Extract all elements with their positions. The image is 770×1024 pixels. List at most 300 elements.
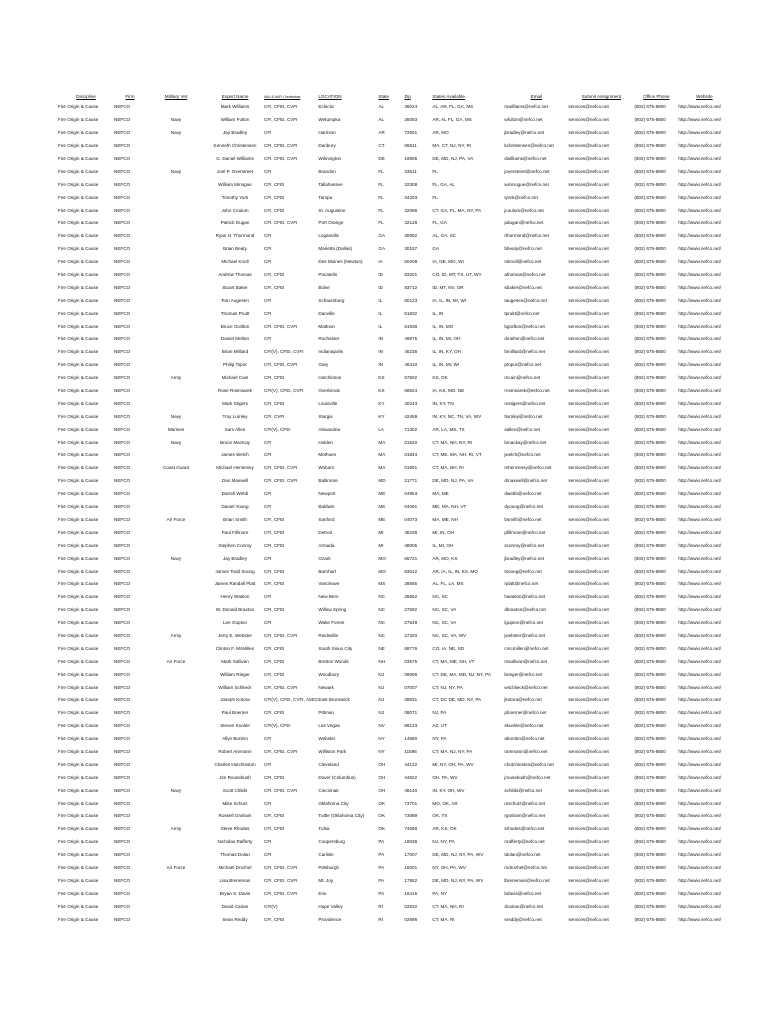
email-cell[interactable]: dcarian@nefco.net bbox=[504, 903, 544, 909]
expert-name-cell: Bryan S. Davis bbox=[219, 890, 251, 896]
states-available-cell: MA, ME, NH bbox=[432, 516, 458, 522]
website-cell[interactable]: http://www.nefco.net/ bbox=[678, 684, 722, 690]
submit-assignment-cell[interactable]: services@nefco.net bbox=[568, 400, 609, 406]
website-cell[interactable]: http://www.nefco.net/ bbox=[678, 156, 722, 161]
credentials-cell: CFI, CFEI bbox=[264, 194, 285, 200]
email-cell[interactable]: bmackay@nefco.net bbox=[504, 439, 547, 445]
location-cell: Cincinnati bbox=[318, 787, 339, 793]
military-vet-cell: Navy bbox=[170, 413, 182, 419]
email-cell[interactable]: jkotora@nefco.net bbox=[504, 697, 542, 703]
states-available-cell: MI, IN, OH bbox=[432, 529, 455, 535]
email-cell[interactable]: bsmith@nefco.net bbox=[504, 516, 542, 522]
website-cell[interactable]: http://www.nefco.net/ bbox=[678, 529, 722, 535]
website-cell[interactable]: http://www.nefco.net/ bbox=[678, 594, 722, 600]
email-cell[interactable]: mknoll@nefco.net bbox=[504, 259, 542, 265]
submit-assignment-cell[interactable]: services@nefco.net bbox=[568, 194, 609, 200]
credentials-cell: CFI, CFEI bbox=[264, 284, 285, 290]
office-phone-cell: (802) 675-8800 bbox=[634, 181, 666, 187]
zip-cell: 65721 bbox=[404, 555, 418, 561]
location-cell: Coopersburg bbox=[318, 839, 345, 845]
table-row bbox=[58, 887, 730, 900]
credentials-cell: CFI bbox=[264, 736, 272, 742]
email-cell[interactable]: tlumley@nefco.net bbox=[504, 413, 543, 419]
military-vet-cell bbox=[146, 617, 206, 630]
zip-cell: 30052 bbox=[404, 233, 418, 239]
website-cell[interactable]: http://www.nefco.net/ bbox=[678, 452, 722, 458]
military-vet-cell: Air Force bbox=[166, 516, 186, 522]
states-available-cell: IA, KS, MO, NE bbox=[432, 388, 465, 394]
email-cell[interactable]: jbradley@nefco.net bbox=[504, 130, 545, 136]
office-phone-cell: (802) 675-8800 bbox=[634, 916, 666, 922]
website-cell[interactable]: http://www.nefco.net/ bbox=[678, 413, 722, 419]
state-cell: AL bbox=[378, 117, 384, 123]
website-cell[interactable]: http://www.nefco.net/ bbox=[678, 400, 722, 406]
states-available-cell: CT, DC DE, MD, NY, PA bbox=[432, 697, 482, 703]
email-cell[interactable]: mcain@nefco.net bbox=[504, 375, 541, 381]
submit-assignment-cell[interactable]: services@nefco.net bbox=[568, 916, 609, 922]
submit-assignment-cell[interactable]: services@nefco.net bbox=[568, 439, 609, 445]
credentials-cell: CFI, CFEI bbox=[264, 400, 285, 406]
submit-assignment-cell[interactable]: services@nefco.net bbox=[568, 877, 609, 883]
credentials-cell: CFI, CFEI, CVFI bbox=[264, 143, 298, 149]
submit-assignment-cell[interactable]: services@nefco.net bbox=[568, 220, 609, 226]
website-cell[interactable]: http://www.nefco.net/ bbox=[678, 916, 722, 922]
zip-cell: 33511 bbox=[404, 168, 417, 174]
email-cell[interactable]: schilds@nefco.net bbox=[504, 787, 542, 793]
table-row bbox=[58, 101, 730, 114]
website-cell[interactable]: http://www.nefco.net/ bbox=[678, 516, 722, 522]
website-cell[interactable]: http://www.nefco.net/ bbox=[678, 581, 722, 587]
states-available-cell: CT, MA, NJ, NY, PA bbox=[432, 748, 473, 754]
location-cell: New Bern bbox=[318, 594, 339, 600]
email-cell[interactable]: ptopor@nefco.net bbox=[504, 362, 541, 368]
website-cell[interactable]: http://www.nefco.net/ bbox=[678, 284, 722, 290]
header-submit-assignment: Submit Assignment bbox=[581, 93, 622, 99]
email-cell[interactable]: bgrafton@nefco.net bbox=[504, 323, 545, 329]
zip-cell: 32086 bbox=[404, 207, 418, 213]
submit-assignment-cell[interactable]: services@nefco.net bbox=[568, 465, 609, 471]
location-cell: Barnhart bbox=[318, 568, 336, 574]
military-vet-cell bbox=[146, 797, 206, 810]
website-cell[interactable]: http://www.nefco.net/ bbox=[678, 272, 722, 278]
state-cell: PA bbox=[378, 864, 385, 870]
zip-cell: 18036 bbox=[404, 839, 418, 845]
discipline-cell: Fire Origin & Cause bbox=[58, 529, 99, 535]
submit-assignment-cell[interactable]: services@nefco.net bbox=[568, 736, 609, 742]
email-cell[interactable]: abonitro@nefco.net bbox=[504, 736, 545, 742]
website-cell[interactable]: http://www.nefco.net/ bbox=[678, 439, 722, 445]
submit-assignment-cell[interactable]: services@nefco.net bbox=[568, 645, 609, 651]
website-cell[interactable]: http://www.nefco.net/ bbox=[678, 671, 722, 677]
submit-assignment-cell[interactable]: services@nefco.net bbox=[568, 233, 609, 239]
submit-assignment-cell[interactable]: services@nefco.net bbox=[568, 542, 609, 548]
table-row bbox=[58, 539, 730, 552]
credentials-cell: CFI, CFEI bbox=[264, 542, 285, 548]
email-cell[interactable]: dmelton@nefco.net bbox=[504, 336, 545, 342]
discipline-cell: Fire Origin & Cause bbox=[58, 117, 99, 123]
credentials-cell: CFI, CFEI bbox=[264, 207, 285, 213]
office-phone-cell: (802) 675-8800 bbox=[634, 658, 666, 664]
zip-cell: 50208 bbox=[404, 259, 418, 265]
state-cell: NC bbox=[378, 594, 386, 600]
military-vet-cell bbox=[146, 668, 206, 681]
table-row bbox=[58, 462, 730, 475]
email-cell[interactable]: tyork@nefco.net bbox=[504, 194, 538, 200]
header-states-available: States Available bbox=[432, 93, 465, 99]
credentials-cell: CFI bbox=[264, 130, 272, 136]
submit-assignment-cell[interactable]: services@nefco.net bbox=[568, 297, 609, 303]
submit-assignment-cell[interactable]: services@nefco.net bbox=[568, 903, 609, 909]
email-cell[interactable]: bmilliard@nefco.net bbox=[504, 349, 546, 355]
submit-assignment-cell[interactable]: services@nefco.net bbox=[568, 568, 609, 574]
military-vet-cell bbox=[146, 707, 206, 720]
submit-assignment-cell[interactable]: services@nefco.net bbox=[568, 684, 609, 690]
email-cell[interactable]: bdavis@nefco.net bbox=[504, 890, 542, 896]
state-cell: MS bbox=[378, 581, 386, 587]
website-cell[interactable]: http://www.nefco.net/ bbox=[678, 297, 722, 303]
email-cell[interactable]: brieger@nefco.net bbox=[504, 671, 543, 677]
discipline-cell: Fire Origin & Cause bbox=[58, 194, 99, 200]
submit-assignment-cell[interactable]: services@nefco.net bbox=[568, 671, 609, 677]
website-cell[interactable]: http://www.nefco.net/ bbox=[678, 349, 722, 355]
email-cell[interactable]: tpruitt@nefco.net bbox=[504, 310, 540, 316]
expert-name-cell: Philip Topor bbox=[223, 362, 247, 368]
website-cell[interactable]: http://www.nefco.net/ bbox=[678, 774, 722, 780]
email-cell[interactable]: jrousebush@nefco.net bbox=[504, 774, 551, 780]
state-cell: FL bbox=[378, 220, 384, 226]
state-cell: ID bbox=[378, 272, 383, 278]
email-cell[interactable]: chutchinston@nefco.net bbox=[504, 761, 554, 767]
website-cell[interactable]: http://www.nefco.net/ bbox=[678, 117, 722, 123]
email-cell[interactable]: mschutz@nefco.net bbox=[504, 800, 546, 806]
submit-assignment-cell[interactable]: services@nefco.net bbox=[568, 826, 609, 832]
submit-assignment-cell[interactable]: services@nefco.net bbox=[568, 620, 609, 626]
submit-assignment-cell[interactable]: services@nefco.net bbox=[568, 375, 609, 381]
email-cell[interactable]: jbradley@nefco.net bbox=[504, 555, 545, 561]
website-cell[interactable]: http://www.nefco.net/ bbox=[678, 233, 722, 239]
email-cell[interactable]: msullivan@nefco.net bbox=[504, 658, 548, 664]
credentials-cell: CFI, CVFI bbox=[264, 413, 285, 419]
states-available-cell: FL, GA bbox=[432, 220, 447, 226]
email-cell[interactable]: nrafferty@nefco.net bbox=[504, 839, 545, 845]
email-cell[interactable]: hwatson@nefco.net bbox=[504, 594, 546, 600]
email-cell[interactable]: sreddy@nefco.net bbox=[504, 916, 542, 922]
email-cell[interactable]: sconroy@nefco.net bbox=[504, 542, 545, 548]
website-cell[interactable]: http://www.nefco.net/ bbox=[678, 130, 722, 136]
submit-assignment-cell[interactable]: services@nefco.net bbox=[568, 130, 609, 136]
website-cell[interactable]: http://www.nefco.net/ bbox=[678, 181, 722, 187]
states-available-cell: MA, ME bbox=[432, 491, 449, 497]
submit-assignment-cell[interactable]: services@nefco.net bbox=[568, 723, 609, 729]
website-cell[interactable]: http://www.nefco.net/ bbox=[678, 903, 722, 909]
email-cell[interactable]: jwebster@nefco.net bbox=[504, 632, 546, 638]
expert-name-cell: Jay Bradley bbox=[222, 130, 247, 136]
website-cell[interactable]: http://www.nefco.net/ bbox=[678, 877, 722, 883]
email-cell[interactable]: pdugan@nefco.net bbox=[504, 220, 544, 226]
header-office-phone: Office Phone bbox=[643, 93, 670, 99]
email-cell[interactable]: wminogue@nefco.net bbox=[504, 181, 549, 187]
submit-assignment-cell[interactable]: services@nefco.net bbox=[568, 658, 609, 664]
table-row bbox=[58, 797, 730, 810]
email-cell[interactable]: taugesen@nefco.net bbox=[504, 297, 547, 303]
state-cell: FL bbox=[378, 207, 384, 213]
email-cell[interactable]: jwelch@nefco.net bbox=[504, 452, 541, 458]
discipline-cell: Fire Origin & Cause bbox=[58, 890, 99, 896]
email-cell[interactable]: rthurmond@nefco.net bbox=[504, 233, 549, 239]
military-vet-cell bbox=[146, 204, 206, 217]
website-cell[interactable]: http://www.nefco.net/ bbox=[678, 555, 722, 561]
website-cell[interactable]: http://www.nefco.net/ bbox=[678, 826, 722, 832]
submit-assignment-cell[interactable]: services@nefco.net bbox=[568, 272, 609, 278]
submit-assignment-cell[interactable]: services@nefco.net bbox=[568, 761, 609, 767]
email-cell[interactable]: mhennessy@nefco.net bbox=[504, 465, 552, 471]
website-cell[interactable]: http://www.nefco.net/ bbox=[678, 632, 722, 638]
website-cell[interactable]: http://www.nefco.net/ bbox=[678, 478, 722, 484]
expert-name-cell: Dan Maxwell bbox=[221, 478, 249, 484]
submit-assignment-cell[interactable]: services@nefco.net bbox=[568, 697, 609, 703]
zip-cell: 21771 bbox=[404, 478, 418, 484]
credentials-cell: CFI bbox=[264, 168, 272, 174]
submit-assignment-cell[interactable]: services@nefco.net bbox=[568, 246, 609, 252]
submit-assignment-cell[interactable]: services@nefco.net bbox=[568, 336, 609, 342]
website-cell[interactable]: http://www.nefco.net/ bbox=[678, 813, 722, 819]
submit-assignment-cell[interactable]: services@nefco.net bbox=[568, 426, 609, 432]
submit-assignment-cell[interactable]: services@nefco.net bbox=[568, 413, 609, 419]
email-cell[interactable]: jcoulum@nefco.net bbox=[504, 207, 544, 213]
states-available-cell: AR, LA, MS, TX bbox=[432, 426, 465, 432]
submit-assignment-cell[interactable]: services@nefco.net bbox=[568, 362, 609, 368]
header-zip: Zip bbox=[404, 93, 411, 99]
website-cell[interactable]: http://www.nefco.net/ bbox=[678, 542, 722, 548]
table-row bbox=[58, 410, 730, 423]
office-phone-cell: (802) 675-8800 bbox=[634, 284, 666, 290]
email-cell[interactable]: dbraxton@nefco.net bbox=[504, 607, 546, 613]
website-cell[interactable]: http://www.nefco.net/ bbox=[678, 426, 722, 432]
email-cell[interactable]: athomas@nefco.net bbox=[504, 272, 546, 278]
website-cell[interactable]: http://www.nefco.net/ bbox=[678, 207, 722, 213]
website-cell[interactable]: http://www.nefco.net/ bbox=[678, 168, 722, 174]
website-cell[interactable]: http://www.nefco.net/ bbox=[678, 504, 722, 510]
email-cell[interactable]: rammann@nefco.net bbox=[504, 748, 548, 754]
discipline-cell: Fire Origin & Cause bbox=[58, 903, 99, 909]
website-cell[interactable]: http://www.nefco.net/ bbox=[678, 864, 722, 870]
submit-assignment-cell[interactable]: services@nefco.net bbox=[568, 207, 609, 213]
submit-assignment-cell[interactable]: services@nefco.net bbox=[568, 555, 609, 561]
expert-name-cell: David Carian bbox=[221, 903, 249, 909]
credentials-cell: CFI, CFEI, CVFI bbox=[264, 465, 298, 471]
submit-assignment-cell[interactable]: services@nefco.net bbox=[568, 504, 609, 510]
email-cell[interactable]: rgraham@nefco.net bbox=[504, 813, 546, 819]
submit-assignment-cell[interactable]: services@nefco.net bbox=[568, 800, 609, 806]
website-cell[interactable]: http://www.nefco.net/ bbox=[678, 465, 722, 471]
submit-assignment-cell[interactable]: services@nefco.net bbox=[568, 452, 609, 458]
submit-assignment-cell[interactable]: services@nefco.net bbox=[568, 478, 609, 484]
website-cell[interactable]: http://www.nefco.net/ bbox=[678, 362, 722, 368]
submit-assignment-cell[interactable]: services@nefco.net bbox=[568, 594, 609, 600]
submit-assignment-cell[interactable]: services@nefco.net bbox=[568, 748, 609, 754]
state-cell: AR bbox=[378, 130, 385, 136]
email-cell[interactable]: sallen@nefco.net bbox=[504, 426, 540, 432]
zip-cell: 73089 bbox=[404, 813, 418, 819]
email-cell[interactable]: dyoung@nefco.net bbox=[504, 504, 544, 510]
email-cell[interactable]: cmcmillen@nefco.net bbox=[504, 645, 549, 651]
website-cell[interactable]: http://www.nefco.net/ bbox=[678, 194, 722, 200]
email-cell[interactable]: lgupton@nefco.net bbox=[504, 620, 544, 626]
location-cell: Tulsa bbox=[318, 826, 330, 832]
location-cell: Dover (Columbus) bbox=[318, 774, 356, 780]
website-cell[interactable]: http://www.nefco.net/ bbox=[678, 800, 722, 806]
state-cell: NJ bbox=[378, 697, 384, 703]
website-cell[interactable]: http://www.nefco.net/ bbox=[678, 852, 722, 858]
states-available-cell: NJ, PA bbox=[432, 710, 447, 716]
website-cell[interactable]: http://www.nefco.net/ bbox=[678, 336, 722, 342]
state-cell: GA bbox=[378, 233, 386, 239]
military-vet-cell: Army bbox=[170, 375, 182, 381]
website-cell[interactable]: http://www.nefco.net/ bbox=[678, 890, 722, 896]
discipline-cell: Fire Origin & Cause bbox=[58, 787, 99, 793]
submit-assignment-cell[interactable]: services@nefco.net bbox=[568, 323, 609, 329]
credentials-cell: CFI, CFEI bbox=[264, 916, 285, 922]
office-phone-cell: (802) 675-8800 bbox=[634, 104, 666, 110]
location-cell: Pocatello bbox=[318, 272, 338, 278]
email-cell[interactable]: tsoong@nefco.net bbox=[504, 568, 542, 574]
website-cell[interactable]: http://www.nefco.net/ bbox=[678, 259, 722, 265]
website-cell[interactable]: http://www.nefco.net/ bbox=[678, 761, 722, 767]
submit-assignment-cell[interactable]: services@nefco.net bbox=[568, 632, 609, 638]
submit-assignment-cell[interactable]: services@nefco.net bbox=[568, 310, 609, 316]
office-phone-cell: (802) 675-8800 bbox=[634, 388, 666, 394]
email-cell[interactable]: dmaxwell@nefco.net bbox=[504, 478, 548, 484]
email-cell[interactable]: wfulton@nefco.net bbox=[504, 117, 543, 123]
submit-assignment-cell[interactable]: services@nefco.net bbox=[568, 839, 609, 845]
submit-assignment-cell[interactable]: services@nefco.net bbox=[568, 117, 609, 123]
submit-assignment-cell[interactable]: services@nefco.net bbox=[568, 787, 609, 793]
email-cell[interactable]: mwilliams@nefco.net bbox=[504, 104, 548, 110]
email-cell[interactable]: dwebb@nefco.net bbox=[504, 491, 542, 497]
table-row bbox=[58, 256, 730, 269]
website-cell[interactable]: http://www.nefco.net/ bbox=[678, 645, 722, 651]
email-cell[interactable]: srhodes@nefco.net bbox=[504, 826, 545, 832]
state-cell: NH bbox=[378, 658, 386, 664]
submit-assignment-cell[interactable]: services@nefco.net bbox=[568, 813, 609, 819]
firm-cell: NEFCO bbox=[114, 645, 131, 651]
email-cell[interactable]: wschlieck@nefco.net bbox=[504, 684, 548, 690]
submit-assignment-cell[interactable]: services@nefco.net bbox=[568, 259, 609, 265]
zip-cell: 17552 bbox=[404, 877, 418, 883]
submit-assignment-cell[interactable]: services@nefco.net bbox=[568, 156, 609, 161]
states-available-cell: IL, IN, MI, OH bbox=[432, 336, 461, 342]
submit-assignment-cell[interactable]: services@nefco.net bbox=[568, 581, 609, 587]
email-cell[interactable]: pboerner@nefco.net bbox=[504, 710, 547, 716]
location-cell: Holden bbox=[318, 439, 333, 445]
military-vet-cell: Air Force bbox=[166, 864, 186, 870]
state-cell: KY bbox=[378, 413, 385, 419]
email-cell[interactable]: dwilliams@nefco.net bbox=[504, 156, 547, 161]
website-cell[interactable]: http://www.nefco.net/ bbox=[678, 748, 722, 754]
website-cell[interactable]: http://www.nefco.net/ bbox=[678, 839, 722, 845]
website-cell[interactable]: http://www.nefco.net/ bbox=[678, 491, 722, 497]
state-cell: MI bbox=[378, 529, 384, 535]
website-cell[interactable]: http://www.nefco.net/ bbox=[678, 620, 722, 626]
submit-assignment-cell[interactable]: services@nefco.net bbox=[568, 529, 609, 535]
email-cell[interactable]: tdolan@nefco.net bbox=[504, 852, 541, 858]
email-cell[interactable]: lbreneman@nefco.net bbox=[504, 877, 550, 883]
submit-assignment-cell[interactable]: services@nefco.net bbox=[568, 852, 609, 858]
website-cell[interactable]: http://www.nefco.net/ bbox=[678, 736, 722, 742]
military-vet-cell bbox=[146, 307, 206, 320]
email-cell[interactable]: skunkle@nefco.net bbox=[504, 723, 544, 729]
submit-assignment-cell[interactable]: services@nefco.net bbox=[568, 388, 609, 394]
website-cell[interactable]: http://www.nefco.net/ bbox=[678, 658, 722, 664]
submit-assignment-cell[interactable]: services@nefco.net bbox=[568, 284, 609, 290]
website-cell[interactable]: http://www.nefco.net/ bbox=[678, 723, 722, 729]
website-cell[interactable]: http://www.nefco.net/ bbox=[678, 710, 722, 716]
email-cell[interactable]: rplatt@nefco.net bbox=[504, 581, 539, 587]
email-cell[interactable]: kchristensen@nefco.net bbox=[504, 143, 554, 149]
website-cell[interactable]: http://www.nefco.net/ bbox=[678, 104, 722, 110]
submit-assignment-cell[interactable]: services@nefco.net bbox=[568, 168, 609, 174]
military-vet-cell bbox=[146, 320, 206, 333]
table-row bbox=[58, 333, 730, 346]
firm-cell: NEFCO bbox=[114, 130, 131, 136]
website-cell[interactable]: http://www.nefco.net/ bbox=[678, 375, 722, 381]
submit-assignment-cell[interactable]: services@nefco.net bbox=[568, 864, 609, 870]
website-cell[interactable]: http://www.nefco.net/ bbox=[678, 388, 722, 394]
location-cell: Reidsville bbox=[318, 632, 339, 638]
table-row bbox=[58, 114, 730, 127]
website-cell[interactable]: http://www.nefco.net/ bbox=[678, 568, 722, 574]
military-vet-cell bbox=[146, 256, 206, 269]
submit-assignment-cell[interactable]: services@nefco.net bbox=[568, 710, 609, 716]
website-cell[interactable]: http://www.nefco.net/ bbox=[678, 220, 722, 226]
submit-assignment-cell[interactable]: services@nefco.net bbox=[568, 607, 609, 613]
credentials-cell: CFI, CFEI bbox=[264, 181, 285, 187]
email-cell[interactable]: pfillmore@nefco.net bbox=[504, 529, 546, 535]
website-cell[interactable]: http://www.nefco.net/ bbox=[678, 607, 722, 613]
submit-assignment-cell[interactable]: services@nefco.net bbox=[568, 774, 609, 780]
location-cell: Newport bbox=[318, 491, 336, 497]
website-cell[interactable]: http://www.nefco.net/ bbox=[678, 246, 722, 252]
email-cell[interactable]: bbeaty@nefco.net bbox=[504, 246, 542, 252]
email-cell[interactable]: rrosmiarek@nefco.net bbox=[504, 388, 550, 394]
credentials-cell: CFI, CFEI, CVFI bbox=[264, 478, 298, 484]
submit-assignment-cell[interactable]: services@nefco.net bbox=[568, 181, 609, 187]
email-cell[interactable]: mdrozhel@nefco.net bbox=[504, 864, 547, 870]
military-vet-cell bbox=[146, 604, 206, 617]
zip-cell: 68776 bbox=[404, 645, 418, 651]
state-cell: MA bbox=[378, 452, 386, 458]
submit-assignment-cell[interactable]: services@nefco.net bbox=[568, 516, 609, 522]
website-cell[interactable]: http://www.nefco.net/ bbox=[678, 697, 722, 703]
website-cell[interactable]: http://www.nefco.net/ bbox=[678, 143, 722, 149]
submit-assignment-cell[interactable]: services@nefco.net bbox=[568, 890, 609, 896]
submit-assignment-cell[interactable]: services@nefco.net bbox=[568, 349, 609, 355]
submit-assignment-cell[interactable]: services@nefco.net bbox=[568, 491, 609, 497]
submit-assignment-cell[interactable]: services@nefco.net bbox=[568, 104, 609, 110]
website-cell[interactable]: http://www.nefco.net/ bbox=[678, 787, 722, 793]
website-cell[interactable]: http://www.nefco.net/ bbox=[678, 310, 722, 316]
table-row bbox=[58, 294, 730, 307]
email-cell[interactable]: mstigers@nefco.net bbox=[504, 400, 546, 406]
firm-cell: NEFCO bbox=[114, 516, 131, 522]
website-cell[interactable]: http://www.nefco.net/ bbox=[678, 323, 722, 329]
email-cell[interactable]: sbaker@nefco.net bbox=[504, 284, 542, 290]
discipline-cell: Fire Origin & Cause bbox=[58, 632, 99, 638]
submit-assignment-cell[interactable]: services@nefco.net bbox=[568, 143, 609, 149]
zip-cell: 44122 bbox=[404, 761, 418, 767]
email-cell[interactable]: joverstreet@nefco.net bbox=[504, 168, 550, 174]
state-cell: KY bbox=[378, 400, 385, 406]
